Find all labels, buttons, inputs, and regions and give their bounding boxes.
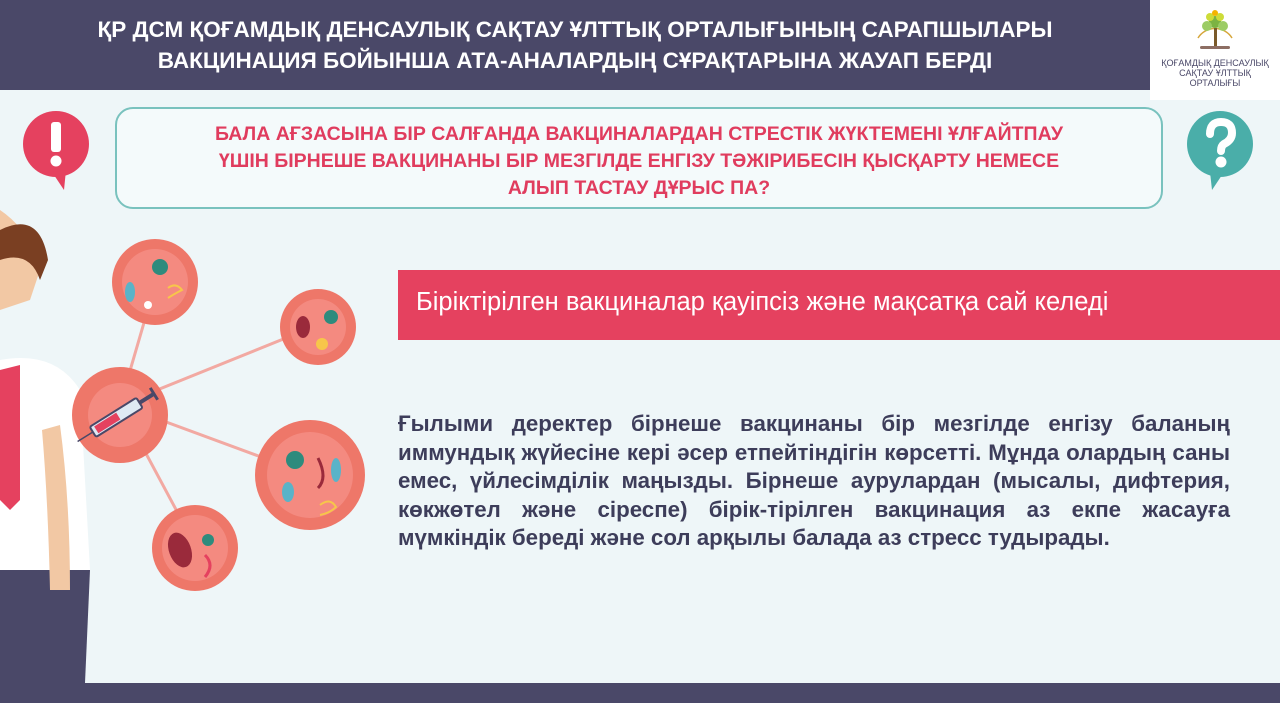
question-line-3: АЛЫП ТАСТАУ ДҰРЫС ПА? [507, 177, 771, 199]
question-box [115, 107, 1163, 209]
exclamation-icon [22, 110, 92, 190]
question-mark-icon [1186, 110, 1256, 190]
logo-line-2: САҚТАУ ҰЛТТЫҚ [1179, 68, 1251, 78]
vaccination-illustration [0, 210, 390, 683]
logo-line-1: ҚОҒАМДЫҚ ДЕНСАУЛЫҚ [1161, 58, 1269, 68]
header-bar [0, 0, 1150, 90]
title-line-2: ВАКЦИНАЦИЯ БОЙЫНША АТА-АНАЛАРДЫҢ СҰРАҚТАРЫНА ЖАУАП БЕРДІ [157, 48, 993, 73]
logo-line-3: ОРТАЛЫҒЫ [1189, 78, 1241, 88]
footer-bar [0, 683, 1280, 703]
question-line-1: БАЛА АҒЗАСЫНА БІР САЛҒАНДА ВАКЦИНАЛАРДАН СТРЕСТІК ЖҮКТЕМЕНІ ҰЛҒАЙТПАУ [214, 123, 1064, 145]
answer-body-text: Ғылыми деректер бірнеше вакцинаны бір мезгілде енгізу баланың иммундық жүйесіне кері әсер етпейтіндігін көрсетті. Мұнда олардың саны емес, үйлесімділік маңызды. Бірнеше аурулардан (мысалы, дифтерия, көкжөтел және сіреспе) бірік-тірілген вакцинация аз екпе жасауға мүмкіндік береді және сол арқылы балада аз стресс тудырады. [398, 411, 1230, 550]
answer-title-banner [398, 270, 1280, 340]
organization-logo [1150, 0, 1280, 100]
tree-logo-icon [1150, 0, 1280, 58]
logo-caption [1150, 58, 1280, 88]
question-line-2: ҮШІН БІРНЕШЕ ВАКЦИНАНЫ БІР МЕЗГІЛДЕ ЕНГІЗУ ТӘЖІРИБЕСІН ҚЫСҚАРТУ НЕМЕСЕ [218, 150, 1060, 172]
answer-title: Біріктірілген вакциналар қауіпсіз және мақсатқа сай келеді [416, 288, 1109, 316]
page-title [0, 14, 1150, 76]
question-text [117, 121, 1161, 202]
title-line-1: ҚР ДСМ ҚОҒАМДЫҚ ДЕНСАУЛЫҚ САҚТАУ ҰЛТТЫҚ ОРТАЛЫҒЫНЫҢ САРАПШЫЛАРЫ [97, 17, 1053, 42]
